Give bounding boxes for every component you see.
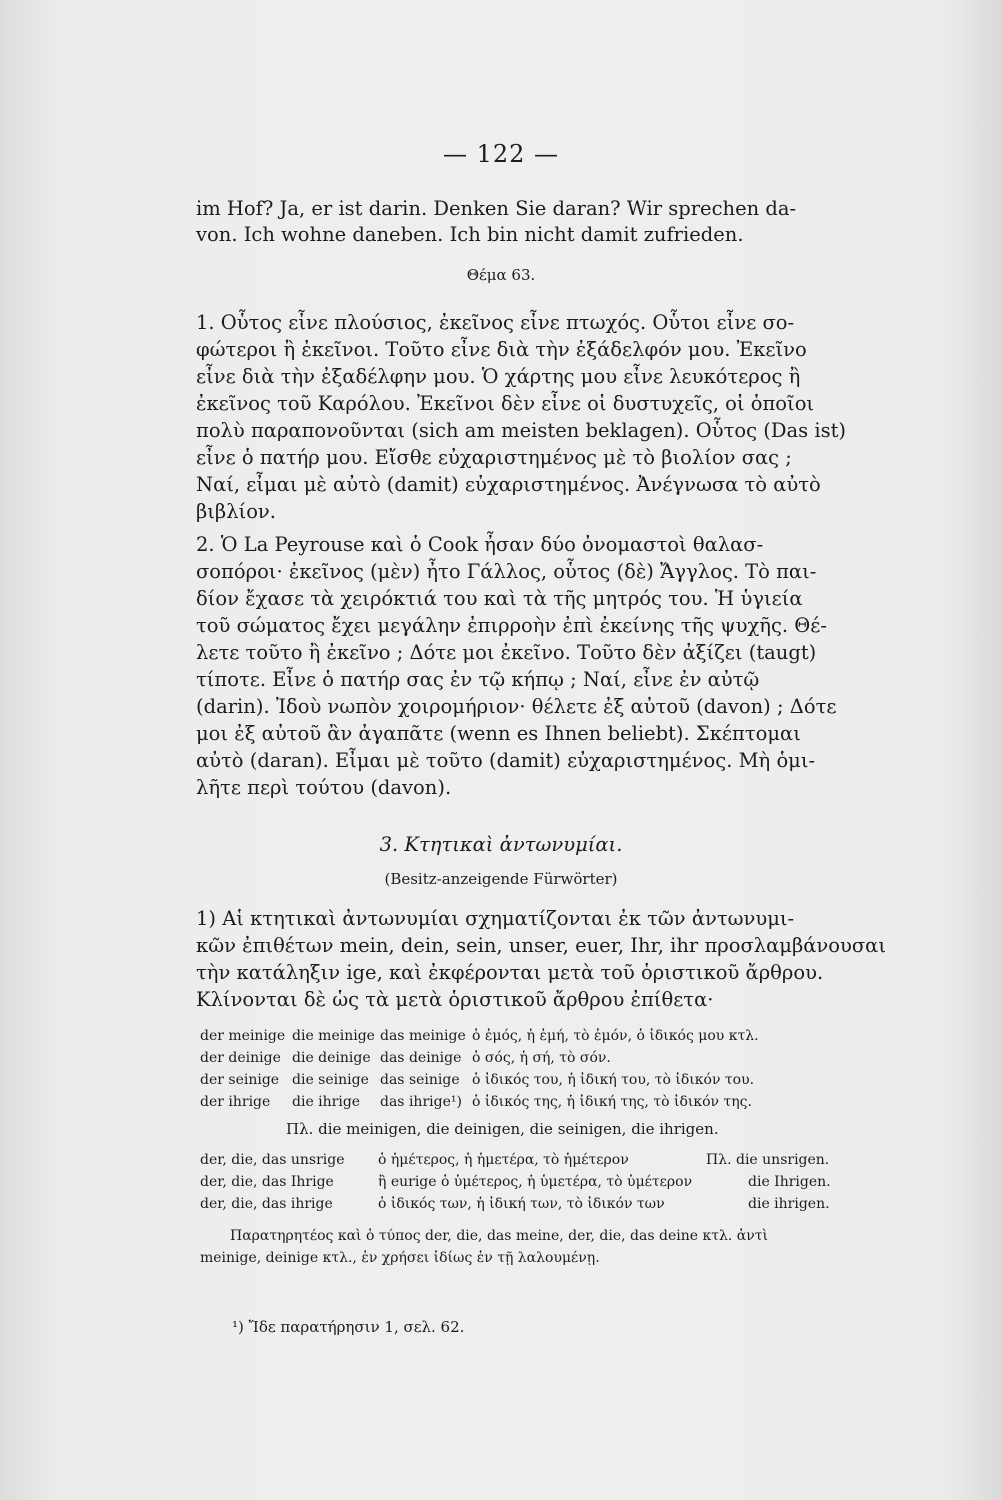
exercise-line: πολὺ παραπονοῦνται (sich am meisten beklagen). Οὗτος (Das ist)	[196, 419, 847, 442]
exercise-line: τοῦ σώματος ἔχει μεγάλην ἐπιρροὴν ἐπὶ ἐκείνης τῆς ψυχῆς. Θέ-	[196, 614, 827, 637]
exercise-line: τίποτε. Εἶνε ὁ πατήρ σας ἐν τῷ κήπῳ ; Ναί, εἶνε ἐν αὐτῷ	[196, 668, 760, 691]
section-subheading: (Besitz-anzeigende Fürwörter)	[384, 870, 618, 888]
intro-line-1: im Hof? Ja, er ist darin. Denken Sie daran? Wir sprechen da-	[196, 197, 797, 220]
section-heading: 3. Κτητικαὶ ἀντωνυμίαι.	[379, 833, 623, 856]
exercise-line: Ναί, εἶμαι μὲ αὐτὸ (damit) εὐχαριστημένος. Ἀνέγνωσα τὸ αὐτὸ	[196, 473, 821, 496]
rule-line: τὴν κατάληξιν ige, καὶ ἐκφέρονται μετὰ τοῦ ὁριστικοῦ ἄρθρου.	[196, 961, 824, 984]
book-page: — 122 — im Hof? Ja, er ist darin. Denken Sie daran? Wir sprechen da- von. Ich wohne daneben. Ich bin nicht damit zufrieden. Θέμα 63. 1. Οὗτος εἶνε πλούσιος, ἐκεῖνος εἶνε πτωχός. Οὗτοι εἶνε σο- φώτεροι ἢ ἐκεῖνοι. Τοῦτο εἶνε διὰ τὴν ἐξάδελφόν μου. Ἐκεῖνο εἶνε διὰ τὴν ἐξαδέλφην μου. Ὁ χάρτης μου εἶνε λευκότερος ἢ ἐκεῖνος τοῦ Καρόλου. Ἐκεῖνοι δὲν εἶνε οἱ δυστυχεῖς, οἱ ὁποῖοι πολὺ παραπονοῦνται (sich am meisten beklagen). Οὗτος (Das ist) εἶνε ὁ πατήρ μου. Εἴσθε εὐχαριστημένος μὲ τὸ βιολίον σας ; Ναί, εἶμαι μὲ αὐτὸ (damit) εὐχαριστημένος. Ἀνέγνωσα τὸ αὐτὸ βιβλίον. 2. Ὁ La Peyrouse καὶ ὁ Cook ἦσαν δύο ὀνομαστοὶ θαλασ- σοπόροι· ἐκεῖνος (μὲν) ἦτο Γάλλος, οὗτος (δὲ) Ἄγγλος. Τὸ παι- δίον ἔχασε τὰ χειρόκτιά του καὶ τὰ τῆς μητρός του. Ἡ ὑγιεία τοῦ σώματος ἔχει μεγάλην ἐπιρροὴν ἐπὶ ἐκείνης τῆς ψυχῆς. Θέ- λετε τοῦτο ἢ ἐκεῖνο ; Δότε μοι ἐκεῖνο. Τοῦτο δὲν ἀξίζει (taugt) τίποτε. Εἶνε ὁ πατήρ σας ἐν τῷ κήπῳ ; Ναί, εἶνε ἐν αὐτῷ (darin). Ἰδοὺ νωπὸν χοιρομήριον· θέλετε ἐξ αὐτοῦ (davon) ; Δότε μοι ἐξ αὐτοῦ ἂν ἀγαπᾶτε (wenn es Ihnen beliebt). Σκέπτομαι αὐτὸ (daran). Εἶμαι μὲ τοῦτο (damit) εὐχαριστημένος. Μὴ ὁμι- λῆτε περὶ τούτου (davon). 3. Κτητικαὶ ἀντωνυμίαι. (Besitz-anzeigende Fürwörter) 1) Αἱ κτητικαὶ ἀντωνυμίαι σχηματίζονται ἐκ τῶν ἀντωνυμι- κῶν ἐπιθέτων mein, dein, sein, unser, euer, Ihr, ihr προσλαμβάνουσαι τὴν κατάληξιν ige, καὶ ἐκφέρονται μετὰ τοῦ ὁριστικοῦ ἄρθρου. Κλίνονται δὲ ὡς τὰ μετὰ ὁριστικοῦ ἄρθρου ἐπίθετα· der meinige die meinige das meinige ὁ ἐμός, ἡ ἐμή, τὸ ἐμόν, ὁ ἰδικός μου κτλ. der deinige die deinige das deinige ὁ σός, ἡ σή, τὸ σόν. der seinige die seinige das seinige ὁ ἰδικός του, ἡ ἰδική του, τὸ ἰδικόν του. der ihrige die ihrige das ihrige¹) ὁ ἰδικός της, ἡ ἰδική της, τὸ ἰδικόν της. Πλ. die meinigen, die deinigen, die seinigen, die ihrigen. der, die, das unsrige ὁ ἡμέτερος, ἡ ἡμετέρα, τὸ ἡμέτερον Πλ. die unsrigen. der, die, das Ihrige ἢ eurige ὁ ὑμέτερος, ἡ ὑμετέρα, τὸ ὑμέτερον die Ihrigen. der, die, das ihrige ὁ ἰδικός των, ἡ ἰδική των, τὸ ἰδικόν των die ihrigen. Παρατηρητέος καὶ ὁ τύπος der, die, das meine, der, die, das deine κτλ. ἀντὶ meinige, deinige κτλ., ἐν χρήσει ἰδίως ἐν τῇ λαλουμένῃ. ¹) Ἴδε παρατήρησιν 1, σελ. 62.	[0, 0, 1002, 1500]
exercise-line: 2. Ὁ La Peyrouse καὶ ὁ Cook ἦσαν δύο ὀνομαστοὶ θαλασ-	[196, 533, 764, 556]
intro-line-2: von. Ich wohne daneben. Ich bin nicht damit zufrieden.	[196, 223, 744, 246]
exercise-line: εἶνε ὁ πατήρ μου. Εἴσθε εὐχαριστημένος μὲ τὸ βιολίον σας ;	[196, 446, 792, 469]
exercise-line: ἐκεῖνος τοῦ Καρόλου. Ἐκεῖνοι δὲν εἶνε οἱ δυστυχεῖς, οἱ ὁποῖοι	[196, 392, 815, 415]
rule-line: κῶν ἐπιθέτων mein, dein, sein, unser, euer, Ihr, ihr προσλαμβάνουσαι	[196, 934, 886, 957]
exercise-line: εἶνε διὰ τὴν ἐξαδέλφην μου. Ὁ χάρτης μου εἶνε λευκότερος ἢ	[196, 365, 801, 388]
exercise-line: σοπόροι· ἐκεῖνος (μὲν) ἦτο Γάλλος, οὗτος (δὲ) Ἄγγλος. Τὸ παι-	[196, 560, 817, 583]
theme-heading: Θέμα 63.	[466, 266, 536, 284]
note-line-1: Παρατηρητέος καὶ ὁ τύπος der, die, das meine, der, die, das deine κτλ. ἀντὶ	[230, 1228, 768, 1244]
plural-line: Πλ. die meinigen, die deinigen, die seinigen, die ihrigen.	[286, 1120, 719, 1138]
exercise-line: δίον ἔχασε τὰ χειρόκτιά του καὶ τὰ τῆς μητρός του. Ἡ ὑγιεία	[196, 587, 803, 610]
note-line-2: meinige, deinige κτλ., ἐν χρήσει ἰδίως ἐν τῇ λαλουμένῃ.	[200, 1250, 600, 1266]
page-number: — 122 —	[442, 140, 560, 168]
exercise-line: λετε τοῦτο ἢ ἐκεῖνο ; Δότε μοι ἐκεῖνο. Τοῦτο δὲν ἀξίζει (taugt)	[196, 641, 817, 664]
exercise-line: 1. Οὗτος εἶνε πλούσιος, ἐκεῖνος εἶνε πτωχός. Οὗτοι εἶνε σο-	[196, 311, 795, 334]
rule-line: Κλίνονται δὲ ὡς τὰ μετὰ ὁριστικοῦ ἄρθρου ἐπίθετα·	[196, 988, 714, 1011]
exercise-line: αὐτὸ (daran). Εἶμαι μὲ τοῦτο (damit) εὐχαριστημένος. Μὴ ὁμι-	[196, 749, 816, 772]
exercise-line: λῆτε περὶ τούτου (davon).	[196, 776, 452, 799]
exercise-line: βιβλίον.	[196, 500, 276, 523]
footnote: ¹) Ἴδε παρατήρησιν 1, σελ. 62.	[232, 1318, 465, 1336]
exercise-line: μοι ἐξ αὐτοῦ ἂν ἀγαπᾶτε (wenn es Ihnen beliebt). Σκέπτομαι	[196, 722, 801, 745]
exercise-line: (darin). Ἰδοὺ νωπὸν χοιρομήριον· θέλετε ἐξ αὐτοῦ (davon) ; Δότε	[196, 695, 837, 718]
rule-line: 1) Αἱ κτητικαὶ ἀντωνυμίαι σχηματίζονται ἐκ τῶν ἀντωνυμι-	[196, 907, 795, 930]
exercise-line: φώτεροι ἢ ἐκεῖνοι. Τοῦτο εἶνε διὰ τὴν ἐξάδελφόν μου. Ἐκεῖνο	[196, 338, 807, 361]
